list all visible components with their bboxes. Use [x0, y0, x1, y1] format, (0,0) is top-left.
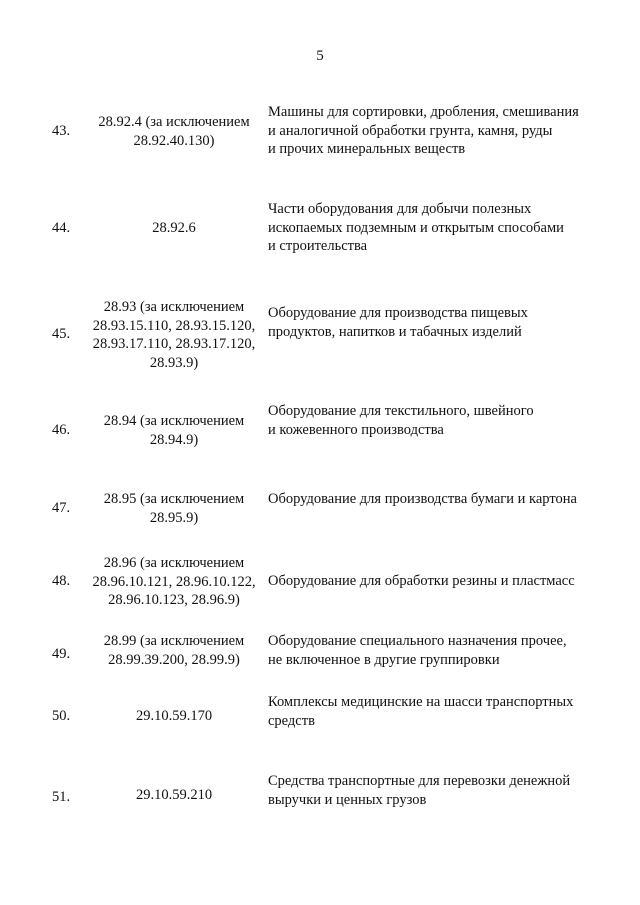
- code-line: 28.93.17.110, 28.93.17.120,: [92, 336, 256, 352]
- okpd-code: [84, 412, 264, 449]
- code-line: 28.95 (за исключением: [103, 491, 245, 507]
- desc-line: и аналогичной обработки грунта, камня, руды: [268, 122, 553, 139]
- row-number: 46.: [52, 422, 71, 438]
- desc-line: Машины для сортировки, дробления, смешивания: [268, 104, 579, 120]
- code-line: 28.96.10.123, 28.96.9): [108, 592, 240, 608]
- page-number: 5: [316, 48, 324, 64]
- desc-line: Части оборудования для добычи полезных: [268, 201, 532, 217]
- item-description: [268, 572, 608, 591]
- row-number: 44.: [52, 220, 71, 236]
- desc-line: Оборудование для обработки резины и пластмасс: [268, 573, 575, 589]
- okpd-code: [84, 707, 264, 726]
- code-line: 28.96.10.121, 28.96.10.122,: [92, 573, 256, 590]
- okpd-code: [84, 298, 264, 372]
- item-description: [268, 772, 608, 809]
- row-number: 48.: [52, 573, 71, 589]
- desc-line: ископаемых подземным и открытым способами: [268, 219, 564, 236]
- code-line: 28.93.15.110, 28.93.15.120,: [92, 317, 256, 334]
- desc-line: выручки и ценных грузов: [268, 791, 427, 808]
- code-line: 28.92.6: [152, 220, 196, 236]
- row-number: 45.: [52, 326, 71, 342]
- row-number: 47.: [52, 500, 71, 516]
- code-line: 29.10.59.210: [135, 787, 213, 803]
- desc-line: и строительства: [268, 238, 368, 254]
- item-description: [268, 693, 608, 730]
- row-number: 51.: [52, 789, 71, 805]
- desc-line: Оборудование для текстильного, швейного: [268, 403, 534, 419]
- code-line: 28.93.9): [149, 354, 199, 371]
- desc-line: не включенное в другие группировки: [268, 651, 500, 668]
- desc-line: Оборудование для производства бумаги и картона: [268, 491, 577, 507]
- desc-line: Оборудование для производства пищевых: [268, 305, 528, 321]
- okpd-code: [84, 786, 264, 805]
- code-line: 28.99 (за исключением: [103, 633, 245, 649]
- code-line: 28.94.9): [149, 431, 199, 448]
- row-number: 50.: [52, 708, 71, 724]
- item-description: [268, 103, 608, 159]
- item-description: [268, 304, 608, 341]
- desc-line: и прочих минеральных веществ: [268, 141, 466, 157]
- desc-line: Оборудование специального назначения прочее,: [268, 633, 567, 649]
- code-line: 28.99.39.200, 28.99.9): [108, 651, 240, 668]
- code-line: 29.10.59.170: [135, 708, 213, 724]
- item-description: [268, 402, 608, 439]
- desc-line: Комплексы медицинские на шасси транспортных: [268, 694, 574, 710]
- okpd-code: [84, 490, 264, 527]
- row-number: 43.: [52, 123, 71, 139]
- row-number: 49.: [52, 646, 71, 662]
- code-line: 28.95.9): [149, 509, 199, 526]
- desc-line: средств: [268, 712, 315, 729]
- code-line: 28.92.4 (за исключением: [98, 114, 250, 130]
- desc-line: и кожевенного производства: [268, 421, 444, 438]
- okpd-code: [84, 113, 264, 150]
- code-line: 28.93 (за исключением: [103, 299, 245, 315]
- item-description: [268, 632, 608, 669]
- okpd-code: [84, 554, 264, 610]
- item-description: [268, 490, 608, 509]
- okpd-code: [84, 632, 264, 669]
- item-description: [268, 200, 608, 256]
- desc-line: Средства транспортные для перевозки денежной: [268, 773, 571, 789]
- okpd-code: [84, 219, 264, 238]
- code-line: 28.94 (за исключением: [103, 413, 245, 429]
- code-line: 28.92.40.130): [133, 132, 215, 149]
- code-line: 28.96 (за исключением: [103, 555, 245, 571]
- desc-line: продуктов, напитков и табачных изделий: [268, 323, 522, 340]
